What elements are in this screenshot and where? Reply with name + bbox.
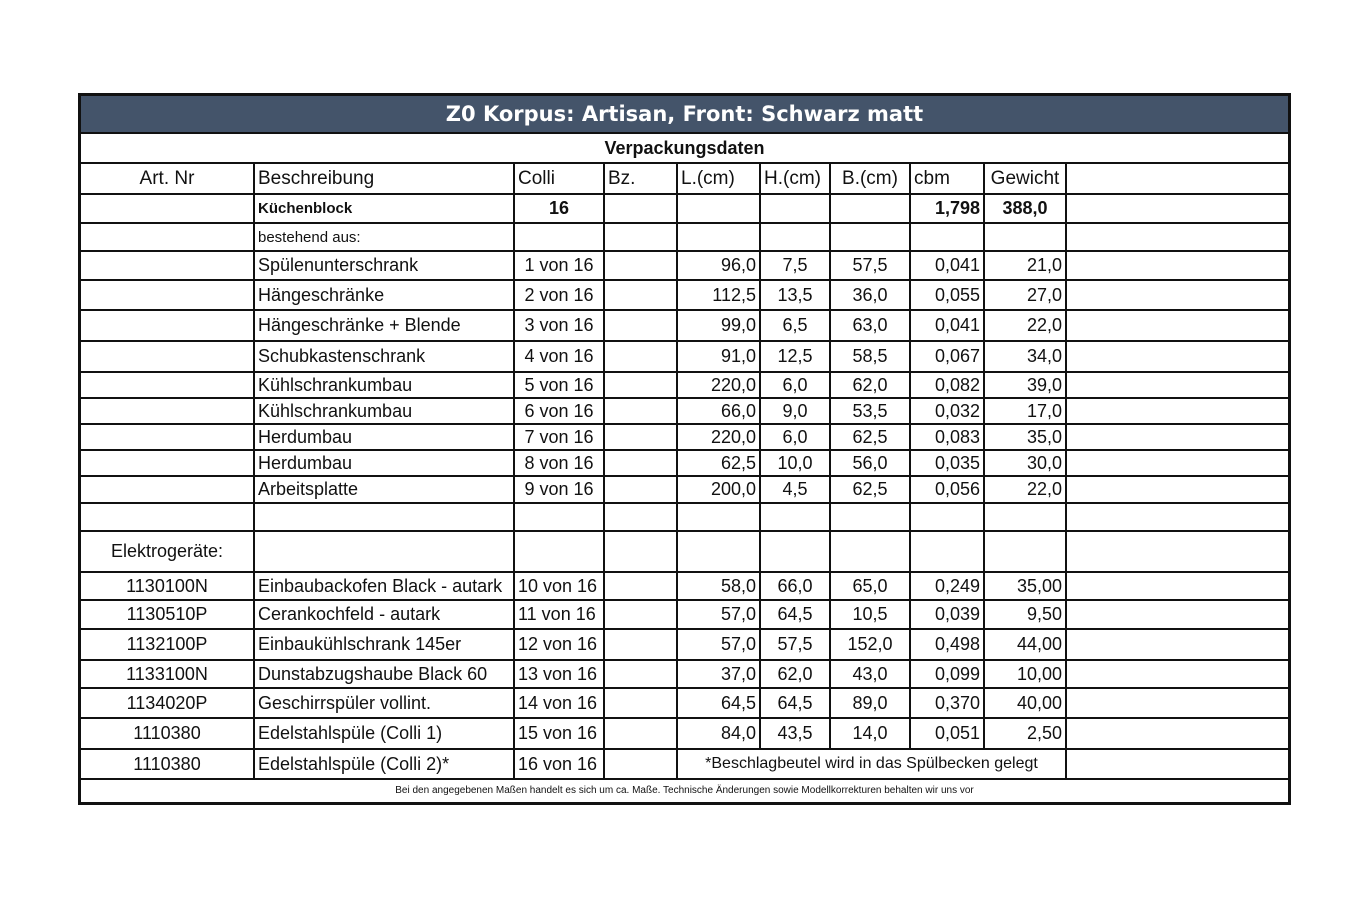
weight-cell: 39,0 bbox=[984, 372, 1066, 398]
cbm-cell: 0,041 bbox=[910, 310, 984, 341]
width-cell: 63,0 bbox=[830, 310, 910, 341]
art-nr-cell bbox=[81, 476, 254, 503]
length-cell: 220,0 bbox=[677, 372, 760, 398]
colli-cell: 5 von 16 bbox=[514, 372, 604, 398]
block-description: Küchenblock bbox=[254, 194, 514, 223]
table-row bbox=[81, 280, 1288, 310]
art-nr-cell bbox=[81, 251, 254, 280]
table-row bbox=[81, 310, 1288, 341]
description-cell: Einbaubackofen Black - autark bbox=[254, 572, 514, 600]
weight-cell: 22,0 bbox=[984, 476, 1066, 503]
description-cell: Cerankochfeld - autark bbox=[254, 600, 514, 629]
length-cell: 64,5 bbox=[677, 688, 760, 718]
bz-cell bbox=[604, 688, 677, 718]
width-cell: 36,0 bbox=[830, 280, 910, 310]
colli-cell: 8 von 16 bbox=[514, 450, 604, 476]
height-cell: 7,5 bbox=[760, 251, 830, 280]
length-cell: 58,0 bbox=[677, 572, 760, 600]
cbm-cell: 0,055 bbox=[910, 280, 984, 310]
spacer-row bbox=[81, 503, 1288, 531]
description-cell: Hängeschränke bbox=[254, 280, 514, 310]
weight-cell: 9,50 bbox=[984, 600, 1066, 629]
height-cell: 12,5 bbox=[760, 341, 830, 372]
length-cell: 57,0 bbox=[677, 600, 760, 629]
art-nr-cell bbox=[81, 310, 254, 341]
description-cell: Edelstahlspüle (Colli 1) bbox=[254, 718, 514, 749]
bz-cell bbox=[604, 600, 677, 629]
cbm-cell: 0,056 bbox=[910, 476, 984, 503]
description-cell: Arbeitsplatte bbox=[254, 476, 514, 503]
packing-note: *Beschlagbeutel wird in das Spülbecken gelegt bbox=[677, 749, 1066, 779]
bz-cell bbox=[604, 629, 677, 660]
cbm-cell: 0,099 bbox=[910, 660, 984, 688]
height-cell: 62,0 bbox=[760, 660, 830, 688]
length-cell: 220,0 bbox=[677, 424, 760, 450]
weight-cell: 22,0 bbox=[984, 310, 1066, 341]
colli-cell: 13 von 16 bbox=[514, 660, 604, 688]
colli-cell: 2 von 16 bbox=[514, 280, 604, 310]
table-row bbox=[81, 660, 1288, 688]
height-cell: 4,5 bbox=[760, 476, 830, 503]
height-cell: 13,5 bbox=[760, 280, 830, 310]
bz-cell bbox=[604, 424, 677, 450]
cbm-cell: 0,082 bbox=[910, 372, 984, 398]
bz-cell bbox=[604, 341, 677, 372]
bz-cell bbox=[604, 572, 677, 600]
height-cell: 64,5 bbox=[760, 688, 830, 718]
header-art-nr: Art. Nr bbox=[81, 164, 254, 194]
block-weight: 388,0 bbox=[984, 194, 1066, 223]
table-row bbox=[81, 424, 1288, 450]
width-cell: 56,0 bbox=[830, 450, 910, 476]
art-nr-cell: 1133100N bbox=[81, 660, 254, 688]
description-cell: Spülenunterschrank bbox=[254, 251, 514, 280]
colli-cell: 3 von 16 bbox=[514, 310, 604, 341]
height-cell: 9,0 bbox=[760, 398, 830, 424]
weight-cell: 35,0 bbox=[984, 424, 1066, 450]
table-row bbox=[81, 600, 1288, 629]
header-bz: Bz. bbox=[604, 164, 677, 194]
colli-cell: 14 von 16 bbox=[514, 688, 604, 718]
footer-note: Bei den angegebenen Maßen handelt es sich um ca. Maße. Technische Änderungen sowie Modellkorrekturen behalten wir uns vor bbox=[395, 785, 974, 796]
cbm-cell: 0,032 bbox=[910, 398, 984, 424]
length-cell: 62,5 bbox=[677, 450, 760, 476]
header-height: H.(cm) bbox=[760, 164, 830, 194]
colli-cell: 9 von 16 bbox=[514, 476, 604, 503]
bz-cell bbox=[604, 251, 677, 280]
art-nr-cell: 1130510P bbox=[81, 600, 254, 629]
colli-cell: 1 von 16 bbox=[514, 251, 604, 280]
electro-label-row bbox=[81, 531, 1288, 572]
length-cell: 96,0 bbox=[677, 251, 760, 280]
bz-cell bbox=[604, 310, 677, 341]
width-cell: 152,0 bbox=[830, 629, 910, 660]
art-nr-cell: 1132100P bbox=[81, 629, 254, 660]
bz-cell bbox=[604, 280, 677, 310]
cbm-cell: 0,039 bbox=[910, 600, 984, 629]
table-row bbox=[81, 718, 1288, 749]
cbm-cell: 0,249 bbox=[910, 572, 984, 600]
table-row bbox=[81, 398, 1288, 424]
width-cell: 65,0 bbox=[830, 572, 910, 600]
weight-cell: 44,00 bbox=[984, 629, 1066, 660]
art-nr-cell bbox=[81, 280, 254, 310]
bz-cell bbox=[604, 718, 677, 749]
header-colli: Colli bbox=[514, 164, 604, 194]
art-nr-cell: 1134020P bbox=[81, 688, 254, 718]
bz-cell bbox=[604, 476, 677, 503]
description-cell: Herdumbau bbox=[254, 424, 514, 450]
block-colli: 16 bbox=[514, 194, 604, 223]
art-nr-cell bbox=[81, 372, 254, 398]
sheet-title: Z0 Korpus: Artisan, Front: Schwarz matt bbox=[81, 96, 1288, 134]
consists-label: bestehend aus: bbox=[254, 223, 514, 251]
weight-cell: 40,00 bbox=[984, 688, 1066, 718]
bz-cell bbox=[604, 398, 677, 424]
packing-table bbox=[81, 164, 1288, 780]
width-cell: 62,5 bbox=[830, 476, 910, 503]
colli-cell: 6 von 16 bbox=[514, 398, 604, 424]
consists-row bbox=[81, 223, 1288, 251]
height-cell: 6,5 bbox=[760, 310, 830, 341]
table-row bbox=[81, 341, 1288, 372]
table-row bbox=[81, 372, 1288, 398]
description-cell: Herdumbau bbox=[254, 450, 514, 476]
description-cell: Einbaukühlschrank 145er bbox=[254, 629, 514, 660]
header-weight: Gewicht bbox=[984, 164, 1066, 194]
width-cell: 10,5 bbox=[830, 600, 910, 629]
colli-cell: 7 von 16 bbox=[514, 424, 604, 450]
bz-cell bbox=[604, 372, 677, 398]
art-nr-cell: 1110380 bbox=[81, 749, 254, 779]
cbm-cell: 0,370 bbox=[910, 688, 984, 718]
weight-cell: 10,00 bbox=[984, 660, 1066, 688]
length-cell: 37,0 bbox=[677, 660, 760, 688]
length-cell: 57,0 bbox=[677, 629, 760, 660]
width-cell: 89,0 bbox=[830, 688, 910, 718]
table-row bbox=[81, 629, 1288, 660]
art-nr-cell bbox=[81, 341, 254, 372]
height-cell: 43,5 bbox=[760, 718, 830, 749]
description-cell: Dunstabzugshaube Black 60 bbox=[254, 660, 514, 688]
header-empty bbox=[1066, 164, 1288, 194]
cbm-cell: 0,083 bbox=[910, 424, 984, 450]
weight-cell: 27,0 bbox=[984, 280, 1066, 310]
cbm-cell: 0,051 bbox=[910, 718, 984, 749]
length-cell: 66,0 bbox=[677, 398, 760, 424]
table-row bbox=[81, 251, 1288, 280]
description-cell: Schubkastenschrank bbox=[254, 341, 514, 372]
bz-cell bbox=[604, 660, 677, 688]
width-cell: 57,5 bbox=[830, 251, 910, 280]
cbm-cell: 0,067 bbox=[910, 341, 984, 372]
header-width: B.(cm) bbox=[830, 164, 910, 194]
width-cell: 62,5 bbox=[830, 424, 910, 450]
height-cell: 10,0 bbox=[760, 450, 830, 476]
header-row bbox=[81, 164, 1288, 194]
width-cell: 58,5 bbox=[830, 341, 910, 372]
height-cell: 66,0 bbox=[760, 572, 830, 600]
header-description: Beschreibung bbox=[254, 164, 514, 194]
height-cell: 57,5 bbox=[760, 629, 830, 660]
height-cell: 6,0 bbox=[760, 372, 830, 398]
sheet-subtitle: Verpackungsdaten bbox=[81, 134, 1288, 164]
length-cell: 91,0 bbox=[677, 341, 760, 372]
description-cell: Kühlschrankumbau bbox=[254, 398, 514, 424]
description-cell: Edelstahlspüle (Colli 2)* bbox=[254, 749, 514, 779]
table-row bbox=[81, 688, 1288, 718]
cbm-cell: 0,035 bbox=[910, 450, 984, 476]
art-nr-cell bbox=[81, 398, 254, 424]
bz-cell bbox=[604, 450, 677, 476]
weight-cell: 17,0 bbox=[984, 398, 1066, 424]
packing-sheet bbox=[78, 93, 1291, 805]
cbm-cell: 0,498 bbox=[910, 629, 984, 660]
description-cell: Hängeschränke + Blende bbox=[254, 310, 514, 341]
header-length: L.(cm) bbox=[677, 164, 760, 194]
art-nr-cell bbox=[81, 450, 254, 476]
header-cbm: cbm bbox=[910, 164, 984, 194]
table-row bbox=[81, 450, 1288, 476]
weight-cell: 30,0 bbox=[984, 450, 1066, 476]
width-cell: 62,0 bbox=[830, 372, 910, 398]
bz-cell bbox=[604, 749, 677, 779]
electro-label: Elektrogeräte: bbox=[81, 531, 254, 572]
table-row bbox=[81, 749, 1288, 779]
height-cell: 6,0 bbox=[760, 424, 830, 450]
colli-cell: 12 von 16 bbox=[514, 629, 604, 660]
art-nr-cell: 1130100N bbox=[81, 572, 254, 600]
cbm-cell: 0,041 bbox=[910, 251, 984, 280]
art-nr-cell bbox=[81, 424, 254, 450]
weight-cell: 21,0 bbox=[984, 251, 1066, 280]
height-cell: 64,5 bbox=[760, 600, 830, 629]
description-cell: Kühlschrankumbau bbox=[254, 372, 514, 398]
width-cell: 53,5 bbox=[830, 398, 910, 424]
weight-cell: 34,0 bbox=[984, 341, 1066, 372]
length-cell: 84,0 bbox=[677, 718, 760, 749]
block-cbm: 1,798 bbox=[910, 194, 984, 223]
table-row bbox=[81, 476, 1288, 503]
block-row bbox=[81, 194, 1288, 223]
weight-cell: 2,50 bbox=[984, 718, 1066, 749]
table-row bbox=[81, 572, 1288, 600]
width-cell: 43,0 bbox=[830, 660, 910, 688]
length-cell: 200,0 bbox=[677, 476, 760, 503]
colli-cell: 11 von 16 bbox=[514, 600, 604, 629]
length-cell: 99,0 bbox=[677, 310, 760, 341]
colli-cell: 16 von 16 bbox=[514, 749, 604, 779]
art-nr-cell: 1110380 bbox=[81, 718, 254, 749]
length-cell: 112,5 bbox=[677, 280, 760, 310]
width-cell: 14,0 bbox=[830, 718, 910, 749]
description-cell: Geschirrspüler vollint. bbox=[254, 688, 514, 718]
weight-cell: 35,00 bbox=[984, 572, 1066, 600]
colli-cell: 15 von 16 bbox=[514, 718, 604, 749]
colli-cell: 10 von 16 bbox=[514, 572, 604, 600]
colli-cell: 4 von 16 bbox=[514, 341, 604, 372]
